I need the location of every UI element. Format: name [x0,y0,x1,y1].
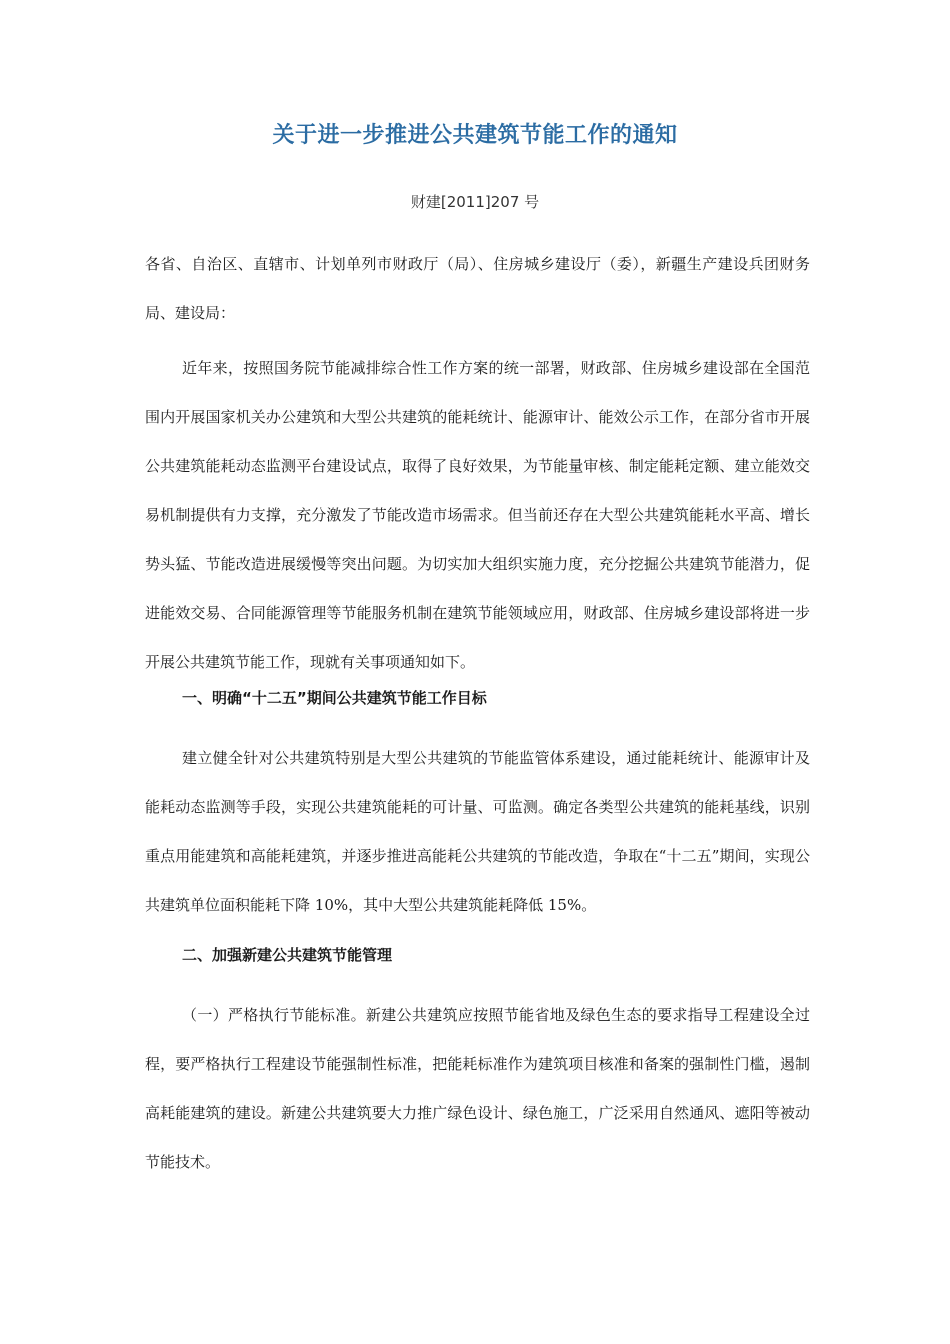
intro-paragraph: 近年来，按照国务院节能减排综合性工作方案的统一部署，财政部、住房城乡建设部在全国范围内开展国家机关办公建筑和大型公共建筑的能耗统计、能源审计、能效公示工作，在部分省市开展公共建筑能耗动态监测平台建设试点，取得了良好效果，为节能量审核、制定能耗定额、建立能效交易机制提供有力支撑，充分激发了节能改造市场需求。但当前还存在大型公共建筑能耗水平高、增长势头猛、节能改造进展缓慢等突出问题。为切实加大组织实施力度，充分挖掘公共建筑节能潜力，促进能效交易、合同能源管理等节能服务机制在建筑节能领域应用，财政部、住房城乡建设部将进一步开展公共建筑节能工作，现就有关事项通知如下。 [145,359,810,671]
section2-item1-paragraph: （一）严格执行节能标准。新建公共建筑应按照节能省地及绿色生态的要求指导工程建设全过程，要严格执行工程建设节能强制性标准，把能耗标准作为建筑项目核准和备案的强制性门槛，遏制高耗能建筑的建设。新建公共建筑要大力推广绿色设计、绿色施工，广泛采用自然通风、遮阳等被动节能技术。 [145,1006,810,1171]
section1-paragraph: 建立健全针对公共建筑特别是大型公共建筑的节能监管体系建设，通过能耗统计、能源审计及能耗动态监测等手段，实现公共建筑能耗的可计量、可监测。确定各类型公共建筑的能耗基线，识别重点用能建筑和高能耗建筑，并逐步推进高能耗公共建筑的节能改造，争取在“十二五”期间，实现公共建筑单位面积能耗下降 10%，其中大型公共建筑能耗降低 15%。 [145,749,810,914]
section1-heading: 一、明确“十二五”期间公共建筑节能工作目标 [182,689,487,707]
document-number: 财建[2011]207 号 [410,193,540,211]
document-title: 关于进一步推进公共建筑节能工作的通知 [272,123,678,148]
section2-heading: 二、加强新建公共建筑节能管理 [182,946,393,964]
salutation-paragraph: 各省、自治区、直辖市、计划单列市财政厅（局）、住房城乡建设厅（委），新疆生产建设兵团财务局、建设局： [145,255,810,322]
